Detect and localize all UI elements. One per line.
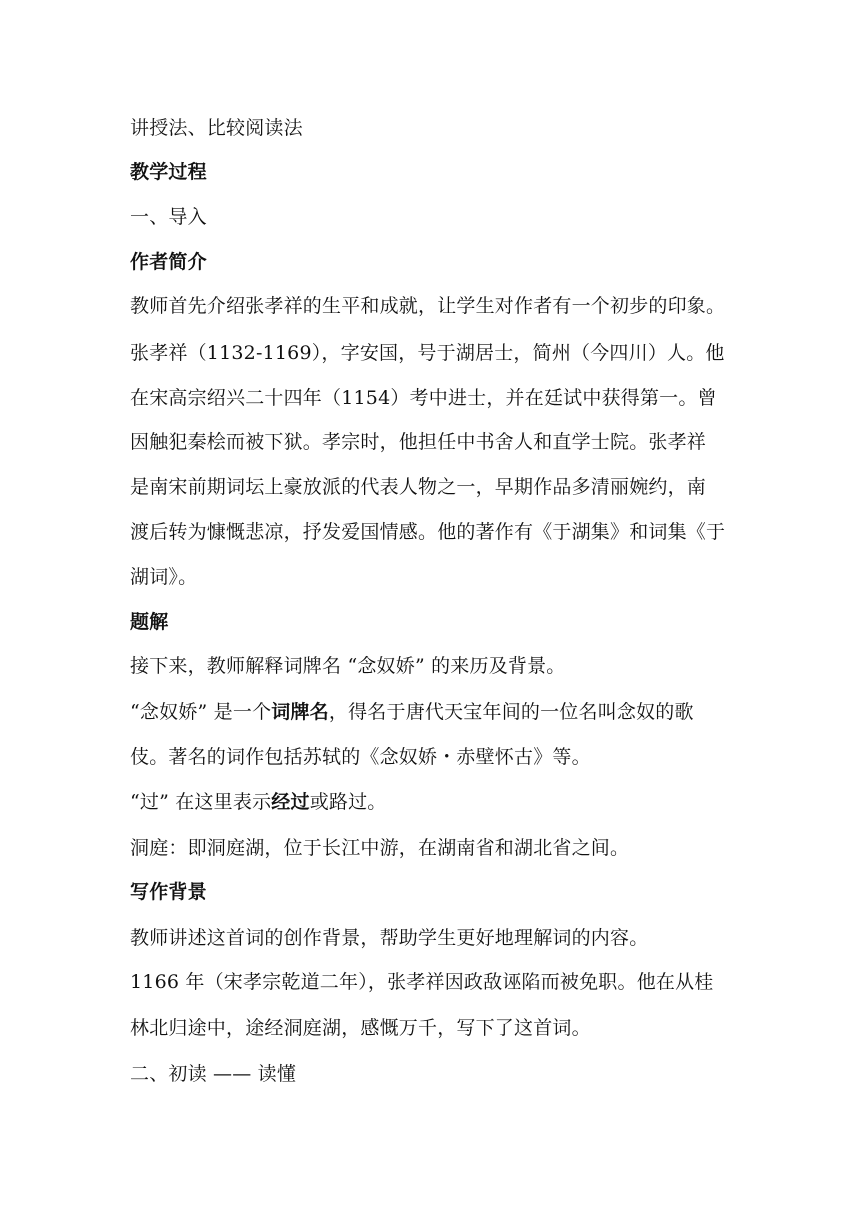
paragraph-line: 伎。著名的词作包括苏轼的《念奴娇・赤壁怀古》等。	[130, 746, 591, 768]
paragraph-line: 洞庭：即洞庭湖，位于长江中游，在湖南省和湖北省之间。	[130, 837, 630, 859]
section-introduction-heading: 一、导入	[130, 206, 207, 228]
section-first-reading-heading: 二、初读 —— 读懂	[130, 1063, 297, 1085]
paragraph-line: 教师讲述这首词的创作背景，帮助学生更好地理解词的内容。	[130, 927, 649, 949]
text-run: “念奴娇” 是一个	[130, 701, 272, 723]
paragraph-line: 渡后转为慷慨悲凉，抒发爱国情感。他的著作有《于湖集》和词集《于	[130, 521, 726, 543]
text-run: “过” 在这里表示	[130, 791, 272, 813]
text-run: 或路过。	[309, 791, 387, 813]
emphasis-text: 词牌名	[271, 701, 329, 723]
author-intro-heading: 作者简介	[130, 251, 207, 273]
paragraph-line: 教师首先介绍张孝祥的生平和成就，让学生对作者有一个初步的印象。	[130, 295, 726, 317]
paragraph-line: 湖词》。	[130, 566, 198, 588]
paragraph-line: 张孝祥（1132-1169），字安国，号于湖居士，简州（今四川）人。他	[130, 342, 725, 364]
paragraph-line: 林北归途中，途经洞庭湖，感慨万千，写下了这首词。	[130, 1017, 591, 1039]
paragraph-line	[130, 700, 694, 724]
teaching-methods-line: 讲授法、比较阅读法	[130, 117, 303, 139]
paragraph-line: 因触犯秦桧而被下狱。孝宗时，他担任中书舍人和直学士院。张孝祥	[130, 431, 707, 453]
paragraph-line: 接下来，教师解释词牌名 “念奴娇” 的来历及背景。	[130, 655, 566, 677]
teaching-process-heading: 教学过程	[130, 161, 207, 183]
text-run: ，得名于唐代天宝年间的一位名叫念奴的歌	[328, 701, 694, 723]
paragraph-line: 1166 年（宋孝宗乾道二年），张孝祥因政敌诬陷而被免职。他在从桂	[130, 971, 714, 993]
writing-background-heading: 写作背景	[130, 881, 207, 903]
paragraph-line: 在宋高宗绍兴二十四年（1154）考中进士，并在廷试中获得第一。曾	[130, 387, 717, 409]
emphasis-text: 经过	[271, 791, 310, 813]
paragraph-line	[130, 790, 387, 814]
title-explanation-heading: 题解	[130, 611, 169, 633]
paragraph-line: 是南宋前期词坛上豪放派的代表人物之一，早期作品多清丽婉约，南	[130, 476, 707, 498]
